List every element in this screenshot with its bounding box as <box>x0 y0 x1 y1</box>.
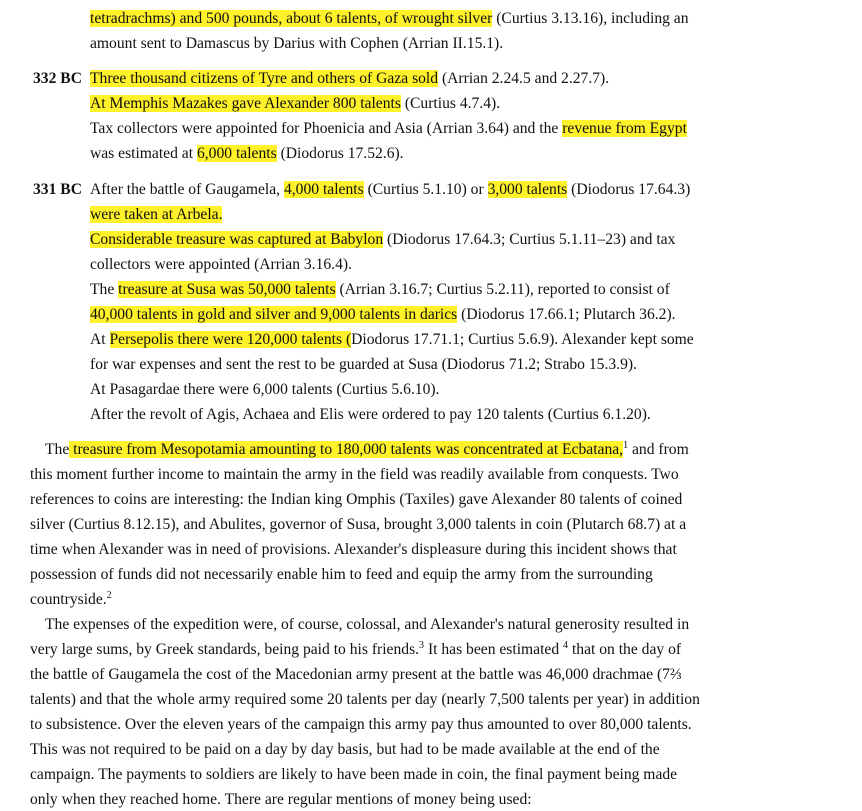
text-run: countryside. <box>30 591 107 608</box>
entry-2-line-7 <box>90 354 637 376</box>
text-run: (Arrian 2.24.5 and 2.27.7). <box>438 70 610 87</box>
text-run: The expenses of the expedition were, of course, colossal, and Alexander's natural generosity resulted in <box>45 616 690 633</box>
text-run: that on the day of <box>568 641 682 658</box>
text-run: and from <box>628 441 689 458</box>
text-run: At <box>90 331 110 348</box>
entry-1-line-3 <box>90 143 404 165</box>
entry-1-line-0 <box>90 68 609 90</box>
text-run: It has been estimated <box>424 641 564 658</box>
para-1-line-7 <box>30 789 532 811</box>
text-run: (Arrian 3.16.7; Curtius 5.2.11), reported to consist of <box>335 281 670 298</box>
highlight: treasure at Susa was 50,000 talents <box>118 281 336 298</box>
text-run: (Curtius 5.1.10) or <box>363 181 488 198</box>
para-1-line-2 <box>30 664 682 686</box>
text-run: At Pasagardae there were 6,000 talents (Curtius 5.6.10). <box>90 381 440 398</box>
highlight: treasure from Mesopotamia amounting to 180,000 talents was concentrated at Ecbatana, <box>69 441 624 458</box>
text-run: only when they reached home. There are regular mentions of money being used: <box>30 791 532 808</box>
para-1-line-0 <box>45 614 689 636</box>
para-1-line-1 <box>30 639 681 661</box>
entry-2-line-5 <box>90 304 676 326</box>
text-run: After the revolt of Agis, Achaea and Elis were ordered to pay 120 talents (Curtius 6.1.20). <box>90 406 651 423</box>
entry-2-line-3 <box>90 254 352 276</box>
footnote-ref[interactable]: 3 <box>419 639 425 651</box>
entry-2-line-8 <box>90 379 439 401</box>
text-run: was estimated at <box>90 145 197 162</box>
footnote-ref[interactable]: 2 <box>106 589 112 601</box>
entry-2-line-6 <box>90 329 694 351</box>
entry-2-line-2 <box>90 229 675 251</box>
entry-0-line-0 <box>90 8 689 30</box>
highlight: 4,000 talents <box>283 181 364 198</box>
highlight: Persepolis there were 120,000 talents ( <box>109 331 352 348</box>
text-run: Tax collectors were appointed for Phoenicia and Asia (Arrian 3.64) and the <box>90 120 563 137</box>
text-run: very large sums, by Greek standards, being paid to his friends. <box>30 641 420 658</box>
text-run: (Curtius 4.7.4). <box>400 95 501 112</box>
year-label-332: 332 BC <box>33 70 82 87</box>
text-run: (Diodorus 17.64.3) <box>567 181 691 198</box>
para-0-line-1 <box>30 464 679 486</box>
highlight: Considerable treasure was captured at Babylon <box>90 231 384 248</box>
footnote-ref[interactable]: 4 <box>563 639 569 651</box>
para-1-line-5 <box>30 739 660 761</box>
para-1-line-4 <box>30 714 692 736</box>
text-run: the battle of Gaugamela the cost of the Macedonian army present at the battle was 46,000 drachmae (7⅔ <box>30 666 682 683</box>
highlight: tetradrachms) and 500 pounds, about 6 talents, of wrought silver <box>90 10 493 27</box>
text-run: (Diodorus 17.52.6). <box>276 145 404 162</box>
para-1-line-6 <box>30 764 677 786</box>
text-run: talents) and that the whole army required some 20 talents per day (nearly 7,500 talents per year) in addition <box>30 691 700 708</box>
entry-2-line-9 <box>90 404 651 426</box>
highlight: At Memphis Mazakes gave Alexander 800 talents <box>90 95 401 112</box>
para-0-line-5 <box>30 564 653 586</box>
text-run: (Diodorus 17.64.3; Curtius 5.1.11–23) and tax <box>383 231 676 248</box>
text-run: to subsistence. Over the eleven years of the campaign this army pay thus amounted to over 80,000 talents. <box>30 716 692 733</box>
para-0-line-0 <box>45 439 689 461</box>
text-run: campaign. The payments to soldiers are likely to have been made in coin, the final payment being made <box>30 766 678 783</box>
text-run: possession of funds did not necessarily enable him to feed and equip the army from the surrounding <box>30 566 653 583</box>
footnote-ref[interactable]: 1 <box>623 439 629 451</box>
text-run: The <box>45 441 70 458</box>
text-run: this moment further income to maintain the army in the field was readily available from conquests. Two <box>30 466 679 483</box>
text-run: (Curtius 3.13.16), including an <box>492 10 689 27</box>
para-0-line-4 <box>30 539 677 561</box>
text-run: (Diodorus 17.66.1; Plutarch 36.2). <box>457 306 676 323</box>
highlight: 3,000 talents <box>487 181 568 198</box>
text-run: silver (Curtius 8.12.15), and Abulites, governor of Susa, brought 3,000 talents in coin (Plutarch 68.7) at a <box>30 516 687 533</box>
highlight: 40,000 talents in gold and silver and 9,000 talents in darics <box>90 306 458 323</box>
text-run: The <box>90 281 119 298</box>
text-run: collectors were appointed (Arrian 3.16.4). <box>90 256 352 273</box>
entry-1-line-1 <box>90 93 500 115</box>
text-run: for war expenses and sent the rest to be guarded at Susa (Diodorus 71.2; Strabo 15.3.9). <box>90 356 637 373</box>
highlight: Three thousand citizens of Tyre and others of Gaza sold <box>90 70 439 87</box>
text-run: references to coins are interesting: the Indian king Omphis (Taxiles) gave Alexander 80 talents of coined <box>30 491 683 508</box>
text-run: After the battle of Gaugamela, <box>90 181 284 198</box>
text-run: amount sent to Damascus by Darius with Cophen (Arrian II.15.1). <box>90 35 504 52</box>
para-0-line-3 <box>30 514 686 536</box>
highlight: 6,000 talents <box>196 145 277 162</box>
para-0-line-2 <box>30 489 682 511</box>
text-run: This was not required to be paid on a day by day basis, but had to be made available at the end of the <box>30 741 660 758</box>
text-run: time when Alexander was in need of provisions. Alexander's displeasure during this incident shows that <box>30 541 677 558</box>
entry-1-line-2 <box>90 118 687 140</box>
para-0-line-6 <box>30 589 112 611</box>
year-label-331: 331 BC <box>33 181 82 198</box>
highlight: revenue from Egypt <box>562 120 687 137</box>
para-1-line-3 <box>30 689 700 711</box>
entry-2-line-4 <box>90 279 670 301</box>
text-run: Diodorus 17.71.1; Curtius 5.6.9). Alexander kept some <box>351 331 694 348</box>
entry-2-line-0 <box>90 179 690 201</box>
entry-2-line-1 <box>90 204 222 226</box>
highlight: were taken at Arbela. <box>90 206 223 223</box>
entry-0-line-1 <box>90 33 503 55</box>
